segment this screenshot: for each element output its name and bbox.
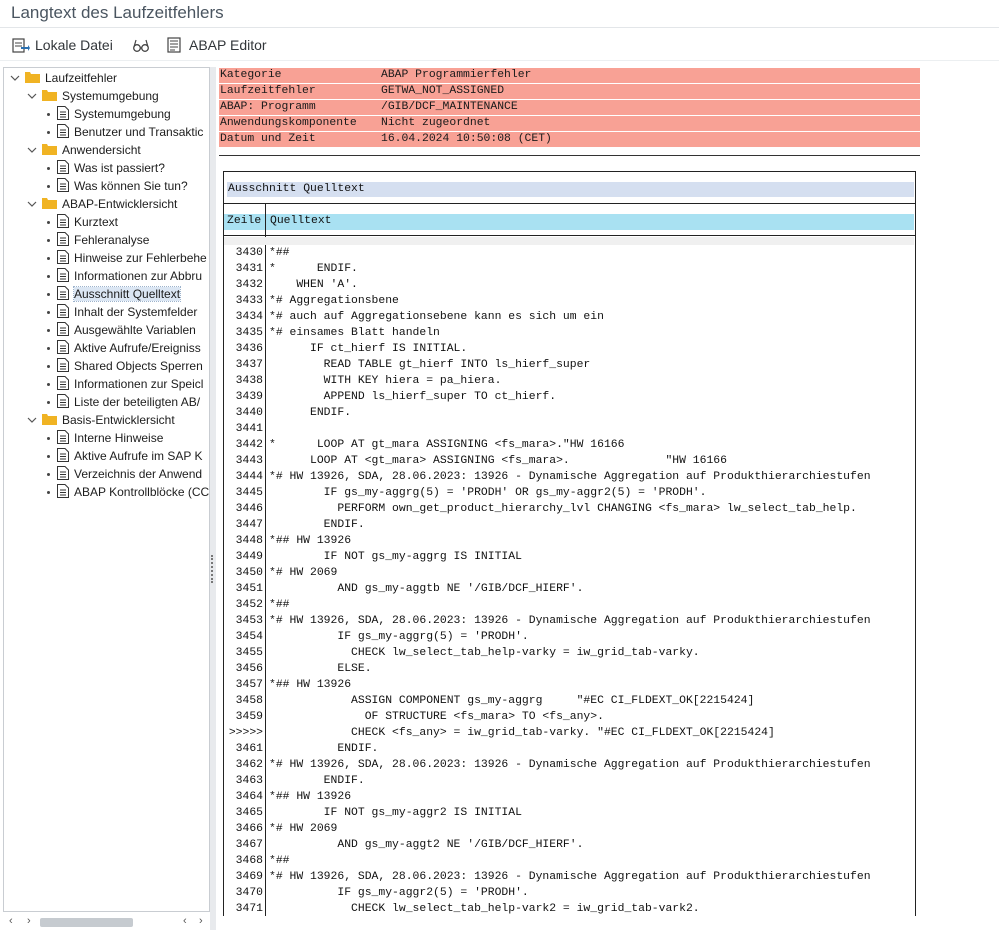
line-number: 3443 [235,455,263,467]
document-icon [57,466,69,483]
tree-item[interactable] [47,357,203,375]
code-line [224,391,914,407]
code-text: ENDIF. [269,775,365,787]
tree-item[interactable] [47,483,209,501]
chevron-down-icon[interactable] [26,198,38,210]
line-number: 3462 [235,759,263,771]
code-text: *# HW 2069 [269,567,338,579]
line-number: 3439 [235,391,263,403]
code-text: CHECK <fs_any> = iw_grid_tab-varky. "#EC CI_FLDEXT_OK[2215424] [269,727,775,739]
bullet-icon [47,185,50,188]
toolbar [0,29,999,61]
tree-item-selected[interactable] [47,285,180,303]
code-text: ASSIGN COMPONENT gs_my-aggrg "#EC CI_FLDEXT_OK[2215424] [269,695,755,707]
bullet-icon [47,329,50,332]
scroll-left-icon[interactable]: ‹ [9,915,13,927]
code-text: *# HW 13926, SDA, 28.06.2023: 13926 - Dynamische Aggregation auf Produkthierarchiestufen [269,871,871,883]
bullet-icon [47,257,50,260]
line-number: 3433 [235,295,263,307]
scroll-right-icon[interactable]: › [199,915,203,927]
document-icon [57,106,69,123]
code-line [224,311,914,327]
tree-section-label: Anwendersicht [62,143,141,157]
line-number: 3454 [235,631,263,643]
pane-splitter[interactable] [210,67,216,930]
bullet-icon [47,437,50,440]
code-line [224,823,914,839]
splitter-grip-icon[interactable] [211,555,214,583]
line-number: 3434 [235,311,263,323]
document-icon [57,358,69,375]
line-number: 3458 [235,695,263,707]
column-header-row [224,214,914,230]
code-line [224,455,914,471]
glasses-icon [132,37,150,53]
line-number: 3444 [235,471,263,483]
header-key: ABAP: Programm [220,101,316,113]
tree-item[interactable] [47,177,188,195]
bullet-icon [47,131,50,134]
document-icon [57,340,69,357]
tree-section-label: Systemumgebung [62,89,159,103]
line-number: 3435 [235,327,263,339]
code-text: ENDIF. [269,743,379,755]
code-text: *## HW 13926 [269,679,352,691]
header-key: Datum und Zeit [220,133,316,145]
code-line [224,535,914,551]
line-number: 3464 [235,791,263,803]
tree-item-label: Was ist passiert? [74,161,165,175]
code-text: LOOP AT <gt_mara> ASSIGNING <fs_mara>. "HW 16166 [269,455,727,467]
code-line [224,487,914,503]
code-text: READ TABLE gt_hierf INTO ls_hierf_super [269,359,591,371]
line-number: 3445 [235,487,263,499]
tree-item-label: Ausgewählte Variablen [74,323,196,337]
code-line [224,407,914,423]
line-number: 3436 [235,343,263,355]
code-text: OF STRUCTURE <fs_mara> TO <fs_any>. [269,711,604,723]
line-number: 3457 [235,679,263,691]
bullet-icon [47,491,50,494]
tree-section-anwendersicht[interactable] [26,141,141,159]
code-line [224,679,914,695]
tree-section-label: Basis-Entwicklersicht [62,413,175,427]
code-text: * ENDIF. [269,263,358,275]
code-line [224,375,914,391]
line-number: 3451 [235,583,263,595]
line-number: 3452 [235,599,263,611]
bullet-icon [47,239,50,242]
document-icon [57,232,69,249]
code-line [224,263,914,279]
column-header-line: Zeile [227,215,262,227]
line-number: 3463 [235,775,263,787]
tree-item-label: Shared Objects Sperren [74,359,203,373]
line-number: 3438 [235,375,263,387]
tree-item[interactable] [47,339,201,357]
tree-item-label: Liste der beteiligten AB/ [74,395,201,409]
document-icon [57,430,69,447]
error-header-table [219,68,920,148]
line-number: 3471 [235,903,263,915]
title-bar [0,0,999,28]
line-number: 3440 [235,407,263,419]
bullet-icon [47,221,50,224]
header-value: ABAP Programmierfehler [381,69,532,81]
bullet-icon [47,347,50,350]
code-line [224,855,914,871]
tree-item-label: Hinweise zur Fehlerbehe [74,251,207,265]
line-number: 3453 [235,615,263,627]
bullet-icon [47,293,50,296]
code-line [224,279,914,295]
code-line [224,775,914,791]
code-text: AND gs_my-aggtb NE '/GIB/DCF_HIERF'. [269,583,584,595]
divider [219,155,920,156]
tree-section-label: ABAP-Entwicklersicht [62,197,178,211]
tree-item-label: Ausschnitt Quelltext [74,287,181,301]
header-row-category [219,68,920,84]
bullet-icon [47,275,50,278]
tree-item-label: ABAP Kontrollblöcke (CC [74,485,210,499]
tree-item-label: Aktive Aufrufe im SAP K [74,449,203,463]
document-icon [57,178,69,195]
code-text: *# auch auf Aggregationsebene kann es sich um ein [269,311,604,323]
code-line [224,567,914,583]
line-number: 3455 [235,647,263,659]
code-text: ELSE. [269,663,372,675]
code-text: IF NOT gs_my-aggr2 IS INITIAL [269,807,522,819]
document-icon [57,376,69,393]
tree-section-abap-entwicklersicht[interactable] [26,195,177,213]
code-text: *# HW 13926, SDA, 28.06.2023: 13926 - Dynamische Aggregation auf Produkthierarchiestufen [269,471,871,483]
code-text: *## [269,855,290,867]
scrollbar-thumb[interactable] [40,918,133,927]
divider [224,235,916,236]
code-line [224,887,914,903]
local-file-button[interactable] [12,35,113,55]
tree-item-label: Interne Hinweise [74,431,164,445]
window-title: Langtext des Laufzeitfehlers [11,3,224,22]
code-line [224,295,914,311]
code-text: ENDIF. [269,407,352,419]
line-number: 3470 [235,887,263,899]
tree-item[interactable] [47,375,203,393]
document-icon [57,286,69,303]
code-line [224,247,914,263]
header-key: Anwendungskomponente [220,117,357,129]
folder-icon [42,143,57,158]
bullet-icon [47,473,50,476]
tree-item-label: Informationen zur Abbru [74,269,203,283]
tree-root-label: Laufzeitfehler [45,71,118,85]
line-number: 3468 [235,855,263,867]
header-value: GETWA_NOT_ASSIGNED [381,85,505,97]
code-text: WHEN 'A'. [269,279,358,291]
scroll-left-icon[interactable]: ‹ [183,915,187,927]
tree-item[interactable] [47,303,197,321]
bullet-icon [47,455,50,458]
bullet-icon [47,365,50,368]
code-text: PERFORM own_get_product_hierarchy_lvl CHANGING <fs_mara> lw_select_tab_help. [269,503,857,515]
folder-icon [42,197,57,212]
code-text: IF gs_my-aggr2(5) = 'PRODH'. [269,887,529,899]
code-text: *# HW 13926, SDA, 28.06.2023: 13926 - Dynamische Aggregation auf Produkthierarchiestufen [269,759,871,771]
line-number: 3432 [235,279,263,291]
line-number: 3467 [235,839,263,851]
line-number: 3442 [235,439,263,451]
column-header-source: Quelltext [270,215,332,227]
document-icon [57,394,69,411]
code-line [224,615,914,631]
code-line [224,871,914,887]
code-line [224,343,914,359]
code-text: APPEND ls_hierf_super TO ct_hierf. [269,391,557,403]
code-line [224,327,914,343]
code-text: * LOOP AT gt_mara ASSIGNING <fs_mara>."HW 16166 [269,439,625,451]
code-line [224,695,914,711]
tree-item[interactable] [47,123,203,141]
code-line [224,631,914,647]
document-icon [57,448,69,465]
code-text: WITH KEY hiera = pa_hiera. [269,375,502,387]
line-number: 3461 [235,743,263,755]
line-number: 3465 [235,807,263,819]
tree-section-systemumgebung[interactable] [26,87,159,105]
document-icon [57,322,69,339]
document-icon [57,484,69,501]
code-text: IF gs_my-aggrg(5) = 'PRODH' OR gs_my-aggr2(5) = 'PRODH'. [269,487,707,499]
tree-root-node[interactable] [9,69,117,87]
folder-icon [42,413,57,428]
header-row-runtime-error [219,84,920,100]
code-text: IF gs_my-aggrg(5) = 'PRODH'. [269,631,529,643]
bullet-icon [47,167,50,170]
abap-editor-label: ABAP Editor [189,37,267,53]
line-number: >>>>> [228,727,263,739]
tree-item[interactable] [47,249,207,267]
code-line [224,503,914,519]
line-number: 3448 [235,535,263,547]
code-text: IF ct_hierf IS INITIAL. [269,343,468,355]
line-number: 3450 [235,567,263,579]
document-icon [57,214,69,231]
folder-icon [42,89,57,104]
line-number: 3456 [235,663,263,675]
code-line [224,807,914,823]
tree-item-label: Fehleranalyse [74,233,150,247]
code-top-strip [224,237,914,245]
code-text: *## HW 13926 [269,535,352,547]
code-line [224,359,914,375]
line-number: 3446 [235,503,263,515]
tree-item-label: Benutzer und Transaktic [74,125,204,139]
section-title: Ausschnitt Quelltext [227,182,914,197]
code-line [224,711,914,727]
tree-item-label: Kurztext [74,215,119,229]
divider [224,203,916,204]
code-text: *# einsames Blatt handeln [269,327,440,339]
header-key: Kategorie [220,69,282,81]
header-row-datetime [219,132,920,148]
bullet-icon [47,113,50,116]
chevron-down-icon[interactable] [26,414,38,426]
code-text: *## [269,247,290,259]
line-number: 3447 [235,519,263,531]
code-line [224,791,914,807]
abap-editor-button[interactable] [166,35,267,55]
header-value: 16.04.2024 10:50:08 (CET) [381,133,552,145]
document-icon [57,268,69,285]
code-line [224,759,914,775]
line-number: 3459 [235,711,263,723]
tree-item[interactable] [47,267,202,285]
tree-item[interactable] [47,213,118,231]
header-key: Laufzeitfehler [220,85,316,97]
tree-item[interactable] [47,105,171,123]
local-file-label: Lokale Datei [35,37,113,53]
code-line [224,583,914,599]
code-line [224,599,914,615]
navigation-tree [3,67,210,912]
code-text: *# HW 13926, SDA, 28.06.2023: 13926 - Dynamische Aggregation auf Produkthierarchiestufen [269,615,871,627]
tree-item-label: Was können Sie tun? [74,179,188,193]
line-number: 3430 [235,247,263,259]
code-line [224,471,914,487]
display-glasses-button[interactable] [132,35,155,55]
code-line [224,663,914,679]
code-text: *## [269,599,290,611]
tree-item-label: Aktive Aufrufe/Ereigniss [74,341,201,355]
line-number: 3466 [235,823,263,835]
tree-item[interactable] [47,159,165,177]
code-line [224,839,914,855]
folder-icon [25,71,40,86]
tree-section-basis-entwicklersicht[interactable] [26,411,175,429]
line-number: 3431 [235,263,263,275]
line-number: 3449 [235,551,263,563]
document-icon [57,124,69,141]
header-row-component [219,116,920,132]
code-text: CHECK lw_select_tab_help-varky = iw_grid_tab-varky. [269,647,700,659]
document-icon [57,160,69,177]
abap-editor-icon [166,37,184,53]
line-number: 3441 [235,423,263,435]
code-line [224,439,914,455]
tree-item[interactable] [47,447,203,465]
document-icon [57,250,69,267]
tree-item[interactable] [47,465,202,483]
code-text: IF NOT gs_my-aggrg IS INITIAL [269,551,522,563]
line-number: 3437 [235,359,263,371]
code-text: *# HW 2069 [269,823,338,835]
tree-item-label: Systemumgebung [74,107,171,121]
code-text: *# Aggregationsbene [269,295,399,307]
bullet-icon [47,311,50,314]
tree-item[interactable] [47,231,149,249]
code-line [224,743,914,759]
bullet-icon [47,401,50,404]
header-row-program [219,100,920,116]
chevron-down-icon[interactable] [9,72,21,84]
tree-item-label: Verzeichnis der Anwend [74,467,203,481]
local-file-icon [12,37,30,53]
scroll-right-icon[interactable]: › [27,915,31,927]
code-line [224,903,914,916]
tree-item-label: Informationen zur Speicl [74,377,204,391]
header-value: /GIB/DCF_MAINTENANCE [381,101,518,113]
code-line [224,519,914,535]
code-text: AND gs_my-aggt2 NE '/GIB/DCF_HIERF'. [269,839,584,851]
tree-item[interactable] [47,321,196,339]
tree-item-label: Inhalt der Systemfelder [74,305,198,319]
bullet-icon [47,383,50,386]
chevron-down-icon[interactable] [26,90,38,102]
code-line [224,551,914,567]
header-value: Nicht zugeordnet [381,117,491,129]
line-number: 3469 [235,871,263,883]
chevron-down-icon[interactable] [26,144,38,156]
code-line [224,727,914,743]
code-text: ENDIF. [269,519,365,531]
tree-item[interactable] [47,429,163,447]
document-icon [57,304,69,321]
tree-horizontal-scrollbar[interactable] [3,914,210,930]
source-excerpt-panel [223,171,916,916]
tree-item[interactable] [47,393,200,411]
code-line [224,423,914,439]
code-text: CHECK lw_select_tab_help-vark2 = iw_grid_tab-vark2. [269,903,700,915]
code-line [224,647,914,663]
code-text: *## HW 13926 [269,791,352,803]
